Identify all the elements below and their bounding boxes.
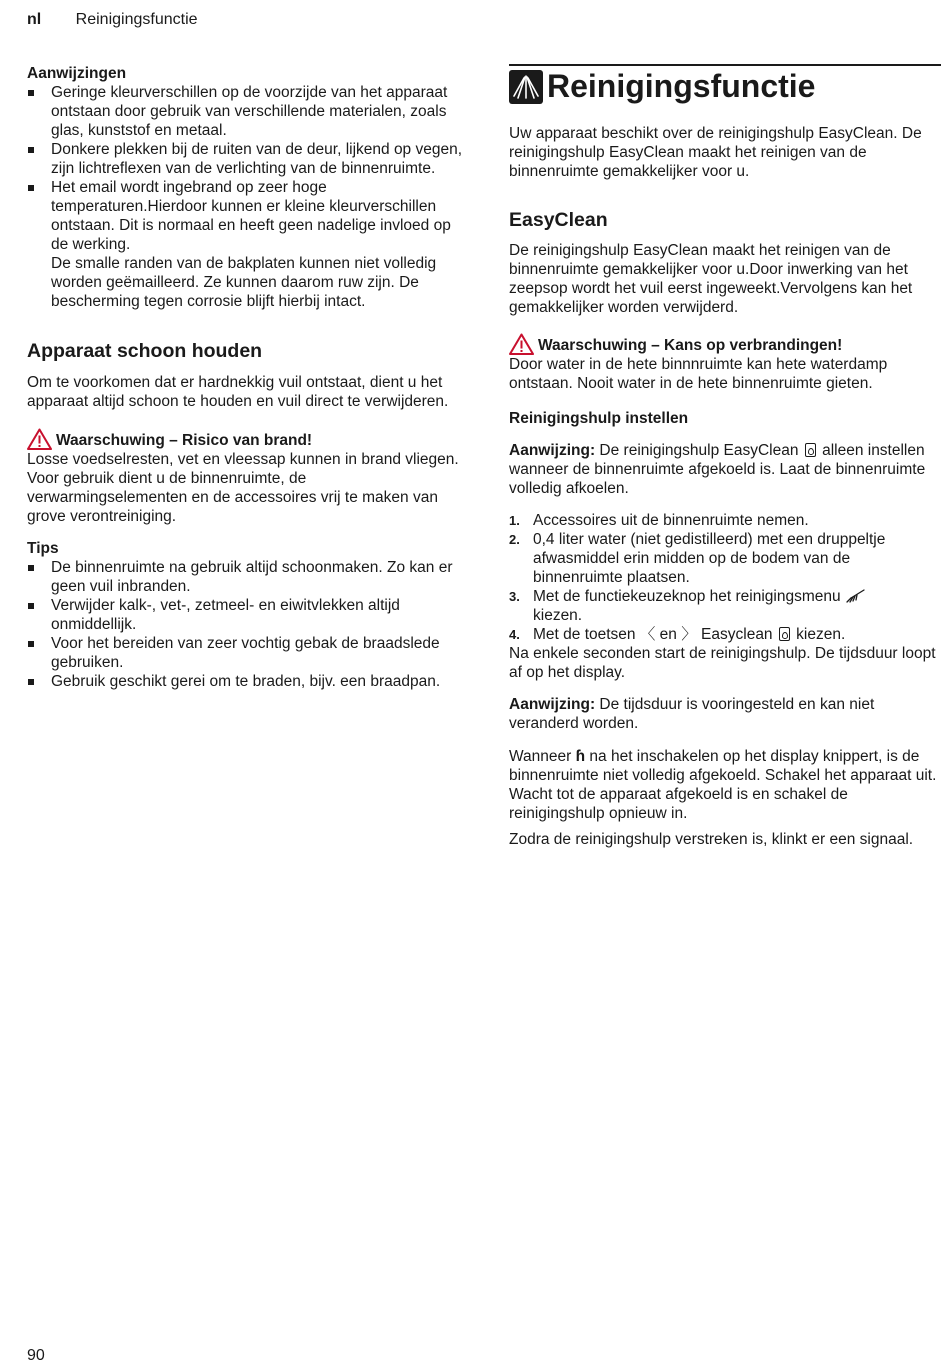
language-code: nl bbox=[27, 11, 42, 28]
header-title: Reinigingsfunctie bbox=[75, 11, 198, 28]
intro-text: Uw apparaat beschikt over de reinigingshulp EasyClean. De reinigingshulp EasyClean maakt het reinigen van de binnenruimte gemakkelijker voor u. bbox=[509, 125, 922, 180]
cleaning-brush-icon bbox=[513, 74, 539, 100]
section-title-row bbox=[509, 64, 941, 104]
finish-text: Zodra de reinigingshulp verstreken is, klinkt er een signaal. bbox=[509, 831, 914, 848]
warning-triangle-icon bbox=[27, 428, 52, 450]
clean-heading: Apparaat schoon houden bbox=[27, 340, 263, 362]
list-item: De binnenruimte na gebruik altijd schoonmaken. Zo kan er geen vuil inbranden. bbox=[27, 558, 467, 596]
bullet-icon bbox=[28, 679, 34, 685]
tips-list bbox=[27, 558, 467, 691]
burn-warning-text: Door water in de hete binnnruimte kan hete waterdamp ontstaan. Nooit water in de hete binnenruimte gieten. bbox=[509, 356, 888, 392]
bullet-icon bbox=[28, 565, 34, 571]
list-item: 4. Met de toetsen 〈 en 〉 Easyclean kiezen. bbox=[509, 626, 846, 643]
easyclean-symbol-icon bbox=[805, 443, 816, 457]
duration-note: Aanwijzing: De tijdsduur is vooringesteld en kan niet veranderd worden. bbox=[509, 696, 875, 732]
notes-list bbox=[27, 83, 467, 254]
blink-text: Wanneer ɦ na het inschakelen op het display knippert, is de binnenruimte niet volledig afgekoeld. Schakel het apparaat uit. Wacht tot de apparaat afgekoeld is en schakel de reinigingshulp opnieuw in. bbox=[509, 748, 937, 822]
cleaning-section-icon bbox=[509, 70, 543, 104]
easyclean-symbol-icon bbox=[779, 627, 790, 641]
burn-warning-title: Waarschuwing – Kans op verbrandingen! bbox=[509, 333, 941, 355]
list-item: Het email wordt ingebrand op zeer hoge temperaturen.Hierdoor kunnen er kleine kleurverschillen ontstaan. Dit is normaal en heeft geen nadelige invloed op de werking. bbox=[27, 178, 467, 254]
bullet-icon bbox=[28, 185, 34, 191]
clean-text: Om te voorkomen dat er hardnekkig vuil ontstaat, dient u het apparaat altijd schoon te houden en vuil direct te verwijderen. bbox=[27, 374, 449, 410]
fire-warning-title: Waarschuwing – Risico van brand! bbox=[27, 428, 467, 450]
steps-list bbox=[509, 511, 941, 644]
list-item: Donkere plekken bij de ruiten van de deur, lijkend op vegen, zijn lichtreflexen van de verlichting van de binnenruimte. bbox=[27, 140, 467, 178]
bullet-icon bbox=[28, 641, 34, 647]
notes-heading: Aanwijzingen bbox=[27, 65, 127, 82]
setup-note: Aanwijzing: De reinigingshulp EasyClean alleen instellen wanneer de binnenruimte afgekoeld is. Laat de binnenruimte volledig afkoelen. bbox=[509, 442, 926, 497]
left-column bbox=[27, 64, 467, 691]
bullet-icon bbox=[28, 603, 34, 609]
notes-continuation: De smalle randen van de bakplaten kunnen niet volledig worden geëmailleerd. Ze kunnen daarom ruw zijn. De bescherming tegen corrosie blijft hierbij intact. bbox=[51, 255, 437, 310]
list-item: Voor het bereiden van zeer vochtig gebak de braadslede gebruiken. bbox=[27, 634, 467, 672]
left-arrow-key-icon: 〈 bbox=[639, 626, 656, 643]
easyclean-text: De reinigingshulp EasyClean maakt het reinigen van de binnenruimte gemakkelijker voor u.Door inwerking van het zeepsop wordt het vuil eerst ingeweekt.Vervolgens kan het gemakkelijker worden verwijderd. bbox=[509, 242, 913, 316]
bullet-icon bbox=[28, 90, 34, 96]
hot-indicator-icon: ɦ bbox=[575, 748, 586, 765]
setup-heading: Reinigingshulp instellen bbox=[509, 410, 689, 427]
warning-triangle-icon bbox=[509, 333, 534, 355]
list-item: 3. Met de functiekeuzeknop het reinigingsmenu kiezen. bbox=[509, 587, 941, 625]
fire-warning-text: Losse voedselresten, vet en vleessap kunnen in brand vliegen. Voor gebruik dient u de binnenruimte, de verwarmingselementen en de accessoires vrij te maken van grove verontreiniging. bbox=[27, 451, 459, 525]
page-header bbox=[27, 10, 198, 29]
list-item: 1. Accessoires uit de binnenruimte nemen. bbox=[509, 512, 809, 529]
list-item: Verwijder kalk-, vet-, zetmeel- en eiwitvlekken altijd onmiddellijk. bbox=[27, 596, 467, 634]
after-steps-text: Na enkele seconden start de reinigingshulp. De tijdsduur loopt af op het display. bbox=[509, 645, 936, 681]
right-arrow-key-icon: 〉 bbox=[681, 626, 697, 643]
page-title: Reinigingsfunctie bbox=[547, 68, 816, 104]
page-number: 90 bbox=[27, 1347, 45, 1364]
list-item: Gebruik geschikt gerei om te braden, bijv. een braadpan. bbox=[27, 672, 467, 691]
cleaning-menu-icon bbox=[845, 589, 865, 603]
list-item: 2. 0,4 liter water (niet gedistilleerd) met een druppeltje afwasmiddel erin midden op de bodem van de binnenruimte plaatsen. bbox=[509, 531, 886, 586]
easyclean-heading: EasyClean bbox=[509, 209, 608, 231]
bullet-icon bbox=[28, 147, 34, 153]
right-column bbox=[509, 64, 941, 849]
list-item: Geringe kleurverschillen op de voorzijde van het apparaat ontstaan door gebruik van verschillende materialen, zoals glas, kunststof en metaal. bbox=[27, 83, 467, 140]
tips-heading: Tips bbox=[27, 540, 59, 557]
